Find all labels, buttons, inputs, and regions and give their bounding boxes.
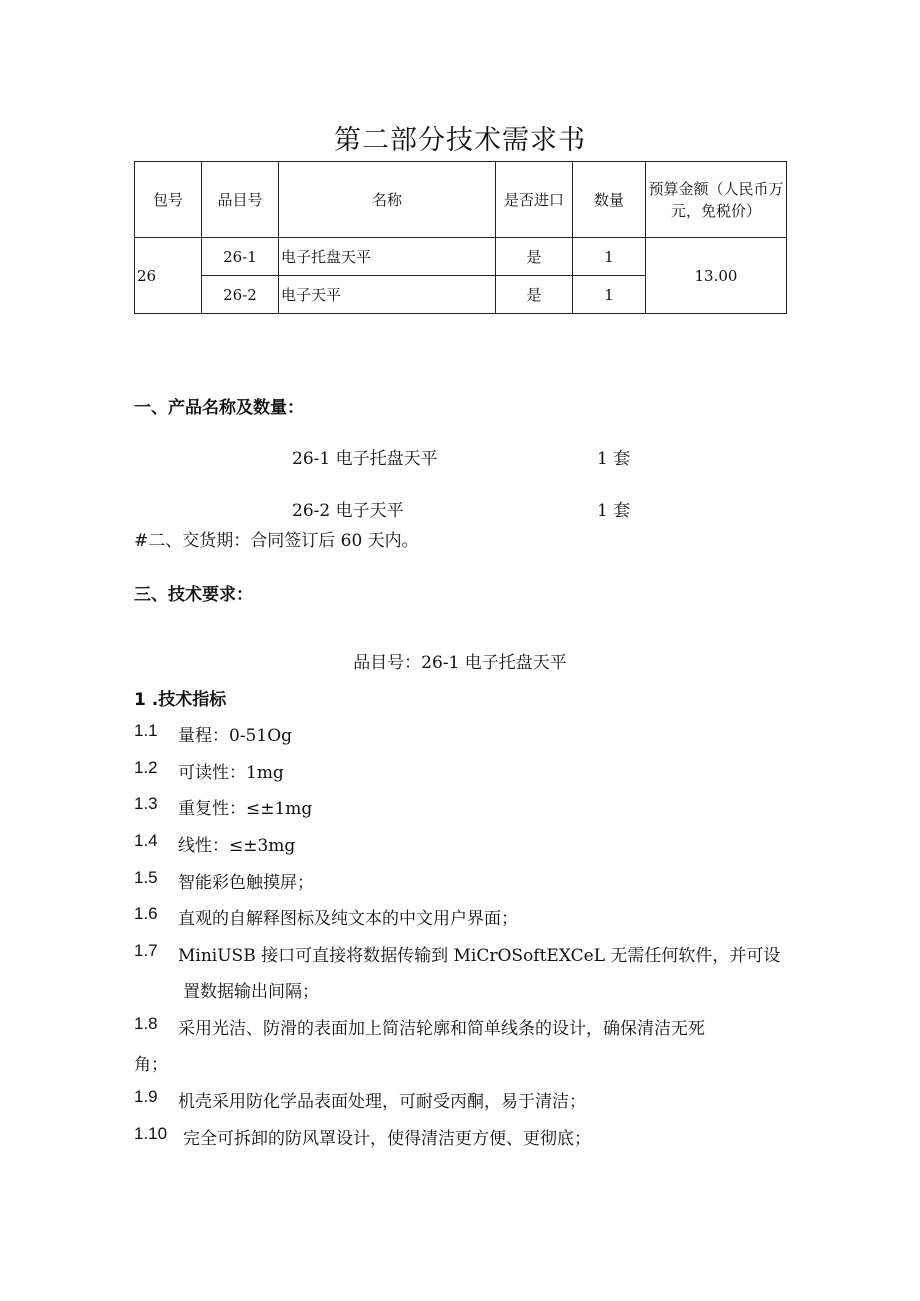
spec-number: 1.3 [134, 794, 158, 813]
spec-text: 机壳采用防化学品表面处理，可耐受丙酮，易于清洁； [178, 1092, 586, 1112]
spec-text: 重复性：≤±1mg [178, 799, 313, 819]
spec-text: 直观的自解释图标及纯文本的中文用户界面； [178, 909, 518, 929]
spec-number: 1.7 [134, 941, 158, 960]
spec-text: 可读性：1mg [178, 763, 284, 783]
table-row [135, 238, 787, 276]
spec-text: 智能彩色触摸屏； [178, 873, 314, 893]
page-title: 第二部分技术需求书 [334, 125, 586, 156]
cell-imported: 是 [496, 238, 573, 276]
procurement-table [134, 161, 787, 314]
cell-package-no: 26 [135, 238, 202, 314]
cell-budget: 13.00 [646, 238, 787, 314]
product-item-name: 26-2 电子天平 [292, 501, 404, 521]
spec-number: 1.4 [134, 831, 158, 850]
cell-name: 电子托盘天平 [279, 238, 496, 276]
spec-text: 采用光洁、防滑的表面加上简洁轮廓和简单线条的设计，确保清洁无死 [178, 1019, 705, 1039]
cell-item-no: 26-2 [202, 276, 279, 314]
header-name: 名称 [279, 162, 496, 238]
delivery-period: #二、交货期：合同签订后 60 天内。 [134, 531, 419, 551]
product-item-name: 26-1 电子托盘天平 [292, 449, 438, 469]
product-item-qty: 1 套 [597, 449, 631, 469]
section3-heading: 三、技术要求： [134, 585, 253, 605]
header-quantity: 数量 [573, 162, 646, 238]
cell-item-no: 26-1 [202, 238, 279, 276]
spec-text: 量程：0-51Og [178, 726, 293, 746]
spec-text-continuation: 置数据输出间隔； [183, 982, 319, 1002]
spec-text: 完全可拆卸的防风罩设计，使得清洁更方便、更彻底； [183, 1129, 591, 1149]
product-item-qty: 1 套 [597, 501, 631, 521]
spec-number: 1.10 [134, 1124, 168, 1143]
spec-text: MiniUSB 接口可直接将数据传输到 MiCrOSoftEXCeL 无需任何软件，并可设 [178, 946, 781, 966]
cell-imported: 是 [496, 276, 573, 314]
item-subtitle: 品目号：26-1 电子托盘天平 [353, 653, 567, 673]
header-item-no: 品目号 [202, 162, 279, 238]
header-imported: 是否进口 [496, 162, 573, 238]
spec-heading: 1 .技术指标 [134, 690, 227, 710]
spec-text-continuation: 角； [134, 1055, 168, 1075]
section1-heading: 一、产品名称及数量： [134, 398, 304, 418]
spec-number: 1.1 [134, 721, 158, 740]
spec-number: 1.9 [134, 1087, 158, 1106]
spec-number: 1.5 [134, 868, 158, 887]
cell-name: 电子天平 [279, 276, 496, 314]
spec-number: 1.2 [134, 758, 158, 777]
spec-text: 线性：≤±3mg [178, 836, 296, 856]
spec-number: 1.6 [134, 904, 158, 923]
header-budget: 预算金额（人民币万元，免税价） [646, 162, 787, 238]
cell-quantity: 1 [573, 276, 646, 314]
cell-quantity: 1 [573, 238, 646, 276]
spec-number: 1.8 [134, 1014, 158, 1033]
table-header-row [135, 162, 787, 238]
header-package: 包号 [135, 162, 202, 238]
